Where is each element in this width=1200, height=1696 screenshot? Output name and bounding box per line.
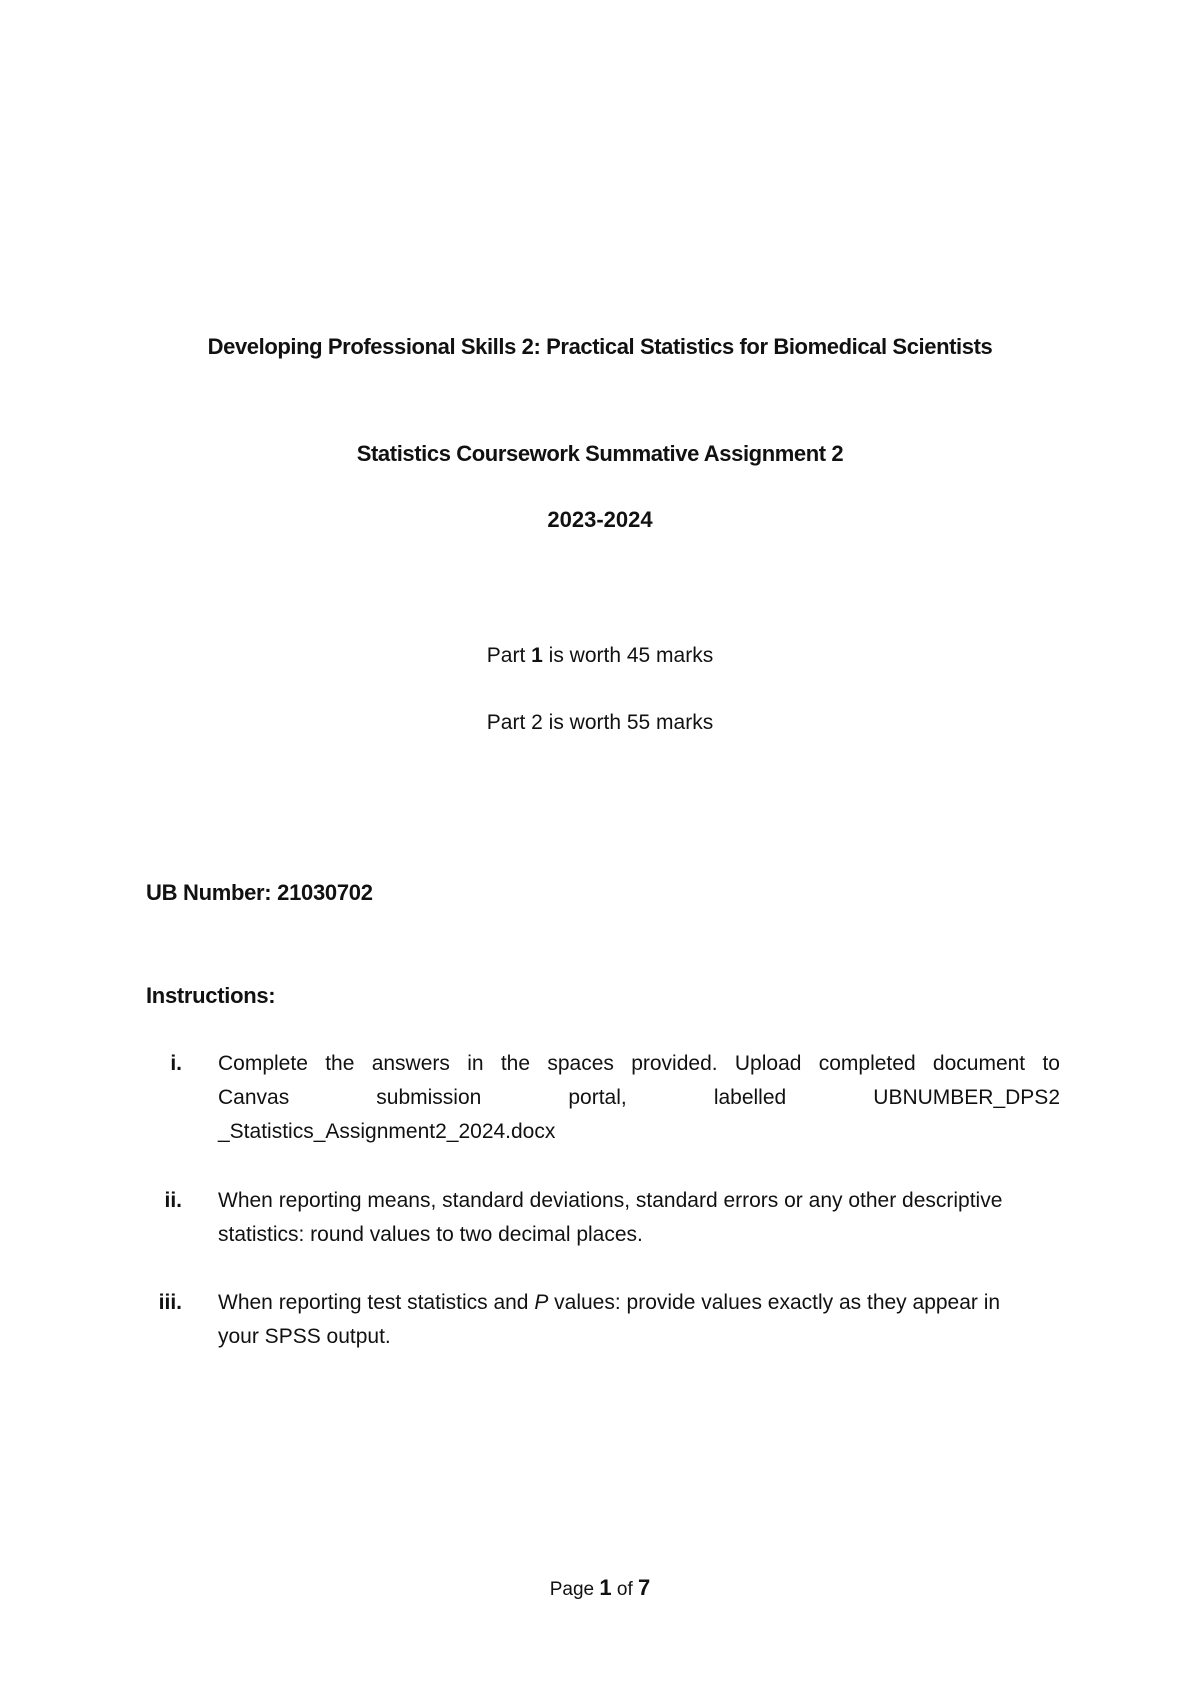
course-title: Developing Professional Skills 2: Practical Statistics for Biomedical Scientists — [207, 334, 993, 359]
part1-suffix: is worth 45 marks — [542, 644, 714, 667]
word: Complete — [218, 1052, 308, 1075]
p-italic: P — [534, 1291, 549, 1314]
word: the — [325, 1052, 355, 1075]
academic-year: 2023-2024 — [547, 507, 653, 532]
page-label: Page — [549, 1579, 600, 1600]
text-line: When reporting means, standard deviations, standard errors or any other descriptive — [218, 1189, 1003, 1212]
word: completed — [818, 1052, 916, 1075]
page-footer — [0, 1575, 1200, 1601]
word: in — [467, 1052, 484, 1075]
total-pages: 7 — [638, 1575, 651, 1600]
word: the — [500, 1052, 531, 1075]
instruction-text — [218, 1286, 1060, 1354]
part1-marks — [0, 644, 1200, 668]
word: submission — [376, 1086, 482, 1109]
word: portal, — [568, 1086, 627, 1109]
of-label: of — [611, 1579, 639, 1600]
word: answers — [371, 1052, 450, 1075]
word: Upload — [734, 1052, 802, 1075]
word: spaces — [547, 1052, 614, 1075]
instructions-heading: Instructions: — [146, 983, 276, 1008]
word: UBNUMBER_DPS2 — [873, 1086, 1060, 1109]
text-segment: When reporting test statistics and — [218, 1291, 535, 1314]
word: labelled — [713, 1086, 787, 1109]
list-marker: iii. — [158, 1291, 182, 1314]
word: to — [1042, 1052, 1060, 1075]
text-line: _Statistics_Assignment2_2024.docx — [218, 1120, 556, 1143]
justified-line — [218, 1047, 1060, 1081]
part2-marks: Part 2 is worth 55 marks — [486, 711, 714, 734]
list-marker: i. — [170, 1052, 182, 1075]
text-line: your SPSS output. — [218, 1325, 391, 1348]
instruction-text — [218, 1184, 1060, 1252]
word: document — [932, 1052, 1026, 1075]
word: provided. — [631, 1052, 718, 1075]
instruction-text — [218, 1047, 1060, 1149]
part1-number: 1 — [531, 644, 543, 667]
text-line — [218, 1286, 1060, 1320]
assignment-title: Statistics Coursework Summative Assignment 2 — [356, 441, 844, 466]
justified-line — [218, 1081, 1060, 1115]
ub-number: UB Number: 21030702 — [146, 880, 373, 905]
text-segment: values: provide values exactly as they appear in — [548, 1291, 1001, 1314]
text-line: statistics: round values to two decimal places. — [218, 1223, 643, 1246]
list-marker: ii. — [164, 1189, 182, 1212]
part1-prefix: Part — [486, 644, 532, 667]
page-number: 1 — [599, 1575, 612, 1600]
word: Canvas — [218, 1086, 290, 1109]
